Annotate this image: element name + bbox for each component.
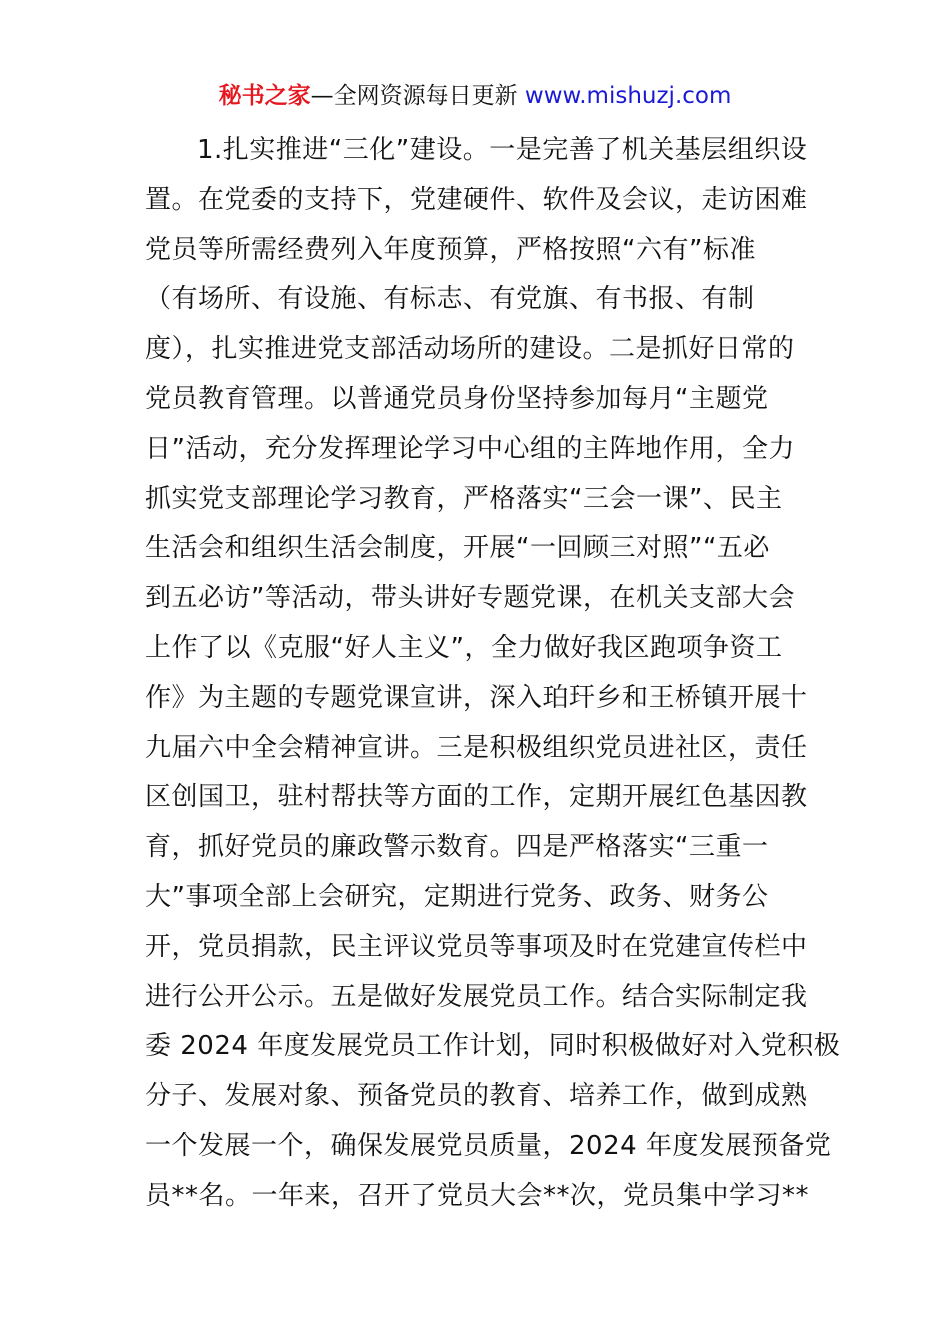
text-line: 九届六中全会精神宣讲。三是积极组织党员进社区，责任 (145, 732, 808, 763)
text-line: 开，党员捐款，民主评议党员等事项及时在党建宣传栏中 (145, 931, 808, 962)
text-line: 员**名。一年来，召开了党员大会**次，党员集中学习** (145, 1180, 810, 1211)
text-line: 1.扎实推进“三化”建设。一是完善了机关基层组织设 (197, 135, 808, 165)
text-line: 作》为主题的专题党课宣讲，深入珀玕乡和王桥镇开展十 (145, 682, 808, 713)
text-line: 抓实党支部理论学习教育，严格落实“三会一课”、民主 (145, 483, 783, 514)
text-line: 生活会和组织生活会制度，开展“一回顾三对照”“五必 (145, 533, 770, 564)
header-slogan: —全网资源每日更新 (310, 83, 525, 109)
text-line: 日”活动，充分发挥理论学习中心组的主阵地作用，全力 (145, 433, 795, 464)
text-line: 区创国卫，驻村帮扶等方面的工作，定期开展红色基因教 (145, 782, 808, 813)
text-line: 到五必访”等活动，带头讲好专题党课，在机关支部大会 (145, 583, 795, 614)
brand-name: 秘书之家 (218, 83, 311, 109)
text-line: 党员等所需经费列入年度预算，严格按照“六有”标准 (145, 234, 756, 265)
text-line: 度），扎实推进党支部活动场所的建设。二是抓好日常的 (145, 334, 795, 365)
text-line: 置。在党委的支持下，党建硬件、软件及会议，走访困难 (145, 184, 808, 215)
text-line: 进行公开公示。五是做好发展党员工作。结合实际制定我 (145, 981, 808, 1012)
text-line: （有场所、有设施、有标志、有党旗、有书报、有制 (145, 284, 755, 315)
document-body (145, 126, 841, 1222)
site-url-link[interactable]: www.mishuzj.com (524, 83, 732, 109)
text-line: 大”事项全部上会研究，定期进行党务、政务、财务公 (145, 881, 769, 912)
text-line: 上作了以《克服“好人主义”，全力做好我区跑项争资工 (145, 632, 783, 663)
text-line: 育，抓好党员的廉政警示数育。四是严格落实“三重一 (145, 832, 769, 863)
text-line: 委 2024 年度发展党员工作计划，同时积极做好对入党积极 (145, 1031, 841, 1062)
text-line: 党员教育管理。以普通党员身份坚持参加每月“主题党 (145, 383, 769, 414)
site-header (0, 80, 950, 112)
text-line: 一个发展一个，确保发展党员质量，2024 年度发展预备党 (145, 1130, 832, 1161)
text-line: 分子、发展对象、预备党员的教育、培养工作，做到成熟 (145, 1081, 808, 1112)
